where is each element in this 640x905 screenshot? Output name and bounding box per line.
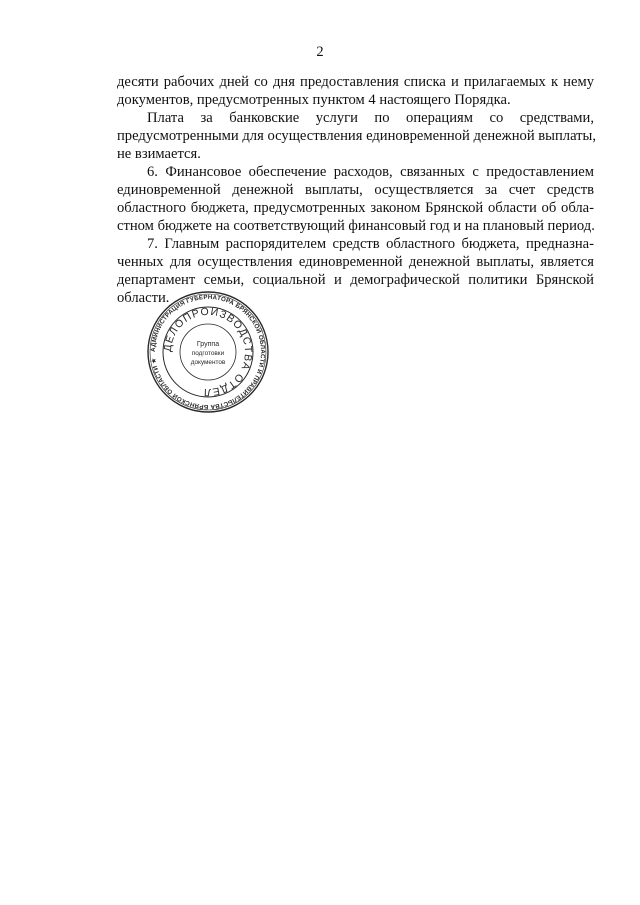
official-stamp xyxy=(146,290,270,414)
svg-text:документов: документов xyxy=(190,359,226,366)
text-line: области. xyxy=(117,290,170,306)
text-line: 6. Финансовое обеспечение расходов, связанных с предоставлением xyxy=(147,164,594,180)
svg-text:ДЕЛОПРОИЗВОДСТВА ОТДЕЛ: ДЕЛОПРОИЗВОДСТВА ОТДЕЛ xyxy=(161,305,255,399)
text-line: департамент семьи, социальной и демографической политики Брянской xyxy=(117,272,594,288)
text-line: единовременной денежной выплаты, осуществляется за счет средств xyxy=(117,182,594,198)
text-line: ченных для осуществления единовременной денежной выплаты, является xyxy=(117,254,594,270)
svg-text:подготовки: подготовки xyxy=(191,350,225,357)
page-number: 2 xyxy=(316,44,324,60)
text-line: не взимается. xyxy=(117,146,201,162)
text-line: десяти рабочих дней со дня предоставления списка и прилагаемых к нему xyxy=(117,74,594,90)
text-line: предусмотренными для осуществления единовременной денежной выплаты, xyxy=(117,128,596,144)
svg-text:Группа: Группа xyxy=(196,341,220,348)
text-line: Плата за банковские услуги по операциям со средствами, xyxy=(147,110,594,126)
text-line: 7. Главным распорядителем средств областного бюджета, предназна- xyxy=(147,236,594,252)
text-line: областного бюджета, предусмотренных законом Брянской области об обла- xyxy=(117,200,594,216)
text-line: стном бюджете на соответствующий финансовый год и на плановый период. xyxy=(117,218,595,234)
svg-text:АДМИНИСТРАЦИЯ ГУБЕРНАТОРА БРЯН: АДМИНИСТРАЦИЯ ГУБЕРНАТОРА БРЯНСКОЙ ОБЛАСТИ И ПРАВИТЕЛЬСТВА БРЯНСКОЙ ОБЛАСТИ ★ xyxy=(149,293,267,411)
text-line: документов, предусмотренных пунктом 4 настоящего Порядка. xyxy=(117,92,511,108)
